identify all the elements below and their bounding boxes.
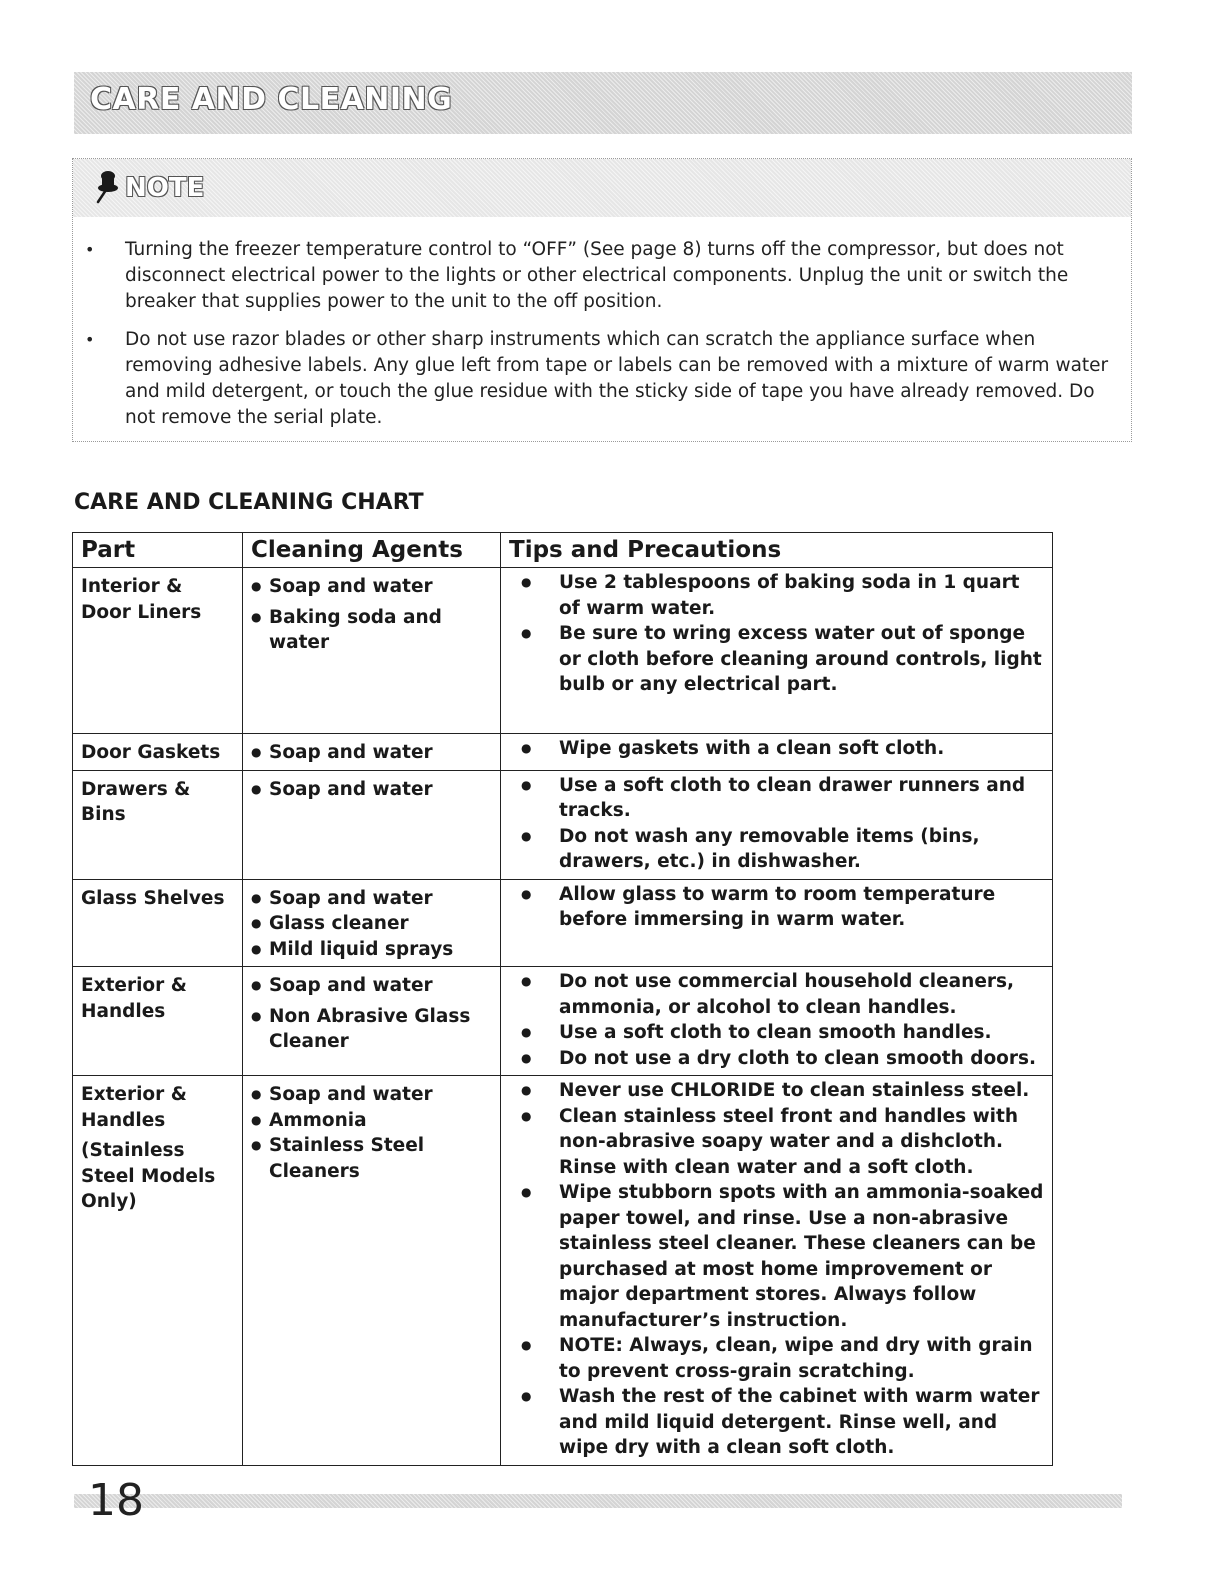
part-name: Door Gaskets — [81, 742, 221, 763]
footer-bar — [74, 1494, 1122, 1508]
care-cleaning-table — [72, 532, 1053, 1466]
table-row — [73, 879, 1053, 967]
tips-cell — [501, 568, 1053, 734]
agents-list — [251, 777, 492, 803]
part-name: Interior & Door Liners — [81, 576, 202, 623]
list-item: ● Allow glass to warm to room temperature before immersing in warm water. — [509, 882, 1044, 933]
list-item: ● Wipe gaskets with a clean soft cloth. — [509, 736, 1044, 762]
list-item: ● Do not use commercial household cleaners, ammonia, or alcohol to clean handles. — [509, 969, 1044, 1020]
list-item: ● NOTE: Always, clean, wipe and dry with grain to prevent cross-grain scratching. — [509, 1333, 1044, 1384]
page-footer — [74, 1475, 1122, 1526]
list-item: ● Stainless Steel Cleaners — [251, 1133, 492, 1184]
part-cell — [73, 770, 243, 879]
list-item: ● Use 2 tablespoons of baking soda in 1 quart of warm water. — [509, 570, 1044, 621]
table-row — [73, 967, 1053, 1076]
note-title: NOTE — [125, 173, 205, 203]
column-header-cleaning-agents: Cleaning Agents — [243, 533, 501, 568]
list-item: ● Non Abrasive Glass Cleaner — [251, 1004, 492, 1055]
table-row — [73, 770, 1053, 879]
note-item: • Do not use razor blades or other sharp instruments which can scratch the appliance surface when removing adhesive labels. Any glue left from tape or labels can be removed with a mixture of warm water and mild detergent, or touch the glue residue with the sticky side of tape you have already removed. Do not remove the serial plate. — [73, 327, 1131, 431]
tips-cell — [501, 879, 1053, 967]
list-item: ● Do not use a dry cloth to clean smooth doors. — [509, 1046, 1044, 1072]
list-item: ● Glass cleaner — [251, 911, 492, 937]
list-item: ● Use a soft cloth to clean drawer runners and tracks. — [509, 773, 1044, 824]
list-item: ● Never use CHLORIDE to clean stainless steel. — [509, 1078, 1044, 1104]
section-title: CARE AND CLEANING — [90, 82, 453, 117]
list-item: ● Do not wash any removable items (bins, drawers, etc.) in dishwasher. — [509, 824, 1044, 875]
agents-cell — [243, 879, 501, 967]
chart-heading: CARE AND CLEANING CHART — [74, 490, 424, 515]
list-item: ● Wipe stubborn spots with an ammonia-soaked paper towel, and rinse. Use a non-abrasive stainless steel cleaner. These cleaners can be purchased at most home improvement or major department stores. Always follow manufacturer’s instruction. — [509, 1180, 1044, 1333]
agents-cell — [243, 1076, 501, 1466]
tips-list — [509, 773, 1044, 875]
list-item: ● Mild liquid sprays — [251, 937, 492, 963]
part-qualifier: (Stainless Steel Models Only) — [81, 1140, 216, 1212]
part-name: Exterior & Handles — [81, 975, 187, 1022]
list-item: ● Soap and water — [251, 740, 492, 766]
note-list — [73, 237, 1131, 443]
section-banner — [74, 72, 1132, 134]
tips-list — [509, 1078, 1044, 1461]
column-header-part: Part — [73, 533, 243, 568]
table-header-row — [73, 533, 1053, 568]
agents-cell — [243, 770, 501, 879]
list-item: ● Be sure to wring excess water out of sponge or cloth before cleaning around controls, light bulb or any electrical part. — [509, 621, 1044, 698]
tips-cell — [501, 1076, 1053, 1466]
note-header — [73, 159, 1131, 217]
tips-list — [509, 882, 1044, 933]
agents-list — [251, 740, 492, 766]
table-row — [73, 568, 1053, 734]
agents-list — [251, 886, 492, 963]
list-item: ● Baking soda and water — [251, 605, 492, 656]
tips-cell — [501, 770, 1053, 879]
tips-list — [509, 969, 1044, 1071]
table-row — [73, 734, 1053, 771]
agents-cell — [243, 734, 501, 771]
part-cell — [73, 967, 243, 1076]
table-row — [73, 1076, 1053, 1466]
list-item: ● Ammonia — [251, 1108, 492, 1134]
list-item: ● Soap and water — [251, 777, 492, 803]
list-item: ● Soap and water — [251, 574, 492, 600]
list-item: ● Soap and water — [251, 973, 492, 999]
part-cell — [73, 734, 243, 771]
agents-list — [251, 574, 492, 656]
tips-list — [509, 736, 1044, 762]
agents-list — [251, 973, 492, 1055]
pushpin-icon — [93, 169, 119, 209]
list-item: ● Soap and water — [251, 886, 492, 912]
list-item: ● Soap and water — [251, 1082, 492, 1108]
tips-cell — [501, 967, 1053, 1076]
part-cell — [73, 568, 243, 734]
list-item: ● Wash the rest of the cabinet with warm water and mild liquid detergent. Rinse well, and wipe dry with a clean soft cloth. — [509, 1384, 1044, 1461]
tips-cell — [501, 734, 1053, 771]
column-header-tips: Tips and Precautions — [501, 533, 1053, 568]
part-name: Drawers & Bins — [81, 778, 191, 825]
agents-list — [251, 1082, 492, 1184]
agents-cell — [243, 967, 501, 1076]
part-cell — [73, 1076, 243, 1466]
part-name: Exterior & Handles — [81, 1084, 187, 1131]
part-cell — [73, 879, 243, 967]
part-name: Glass Shelves — [81, 887, 225, 909]
list-item: ● Clean stainless steel front and handles with non-abrasive soapy water and a dishcloth. Rinse with clean water and a soft cloth. — [509, 1104, 1044, 1181]
agents-cell — [243, 568, 501, 734]
note-box — [72, 158, 1132, 442]
list-item: ● Use a soft cloth to clean smooth handles. — [509, 1020, 1044, 1046]
note-item: • Turning the freezer temperature control to “OFF” (See page 8) turns off the compressor, but does not disconnect electrical power to the lights or other electrical components. Unplug the unit or switch the breaker that supplies power to the unit to the off position. — [73, 237, 1131, 315]
page-number: 18 — [88, 1475, 144, 1526]
tips-list — [509, 570, 1044, 698]
